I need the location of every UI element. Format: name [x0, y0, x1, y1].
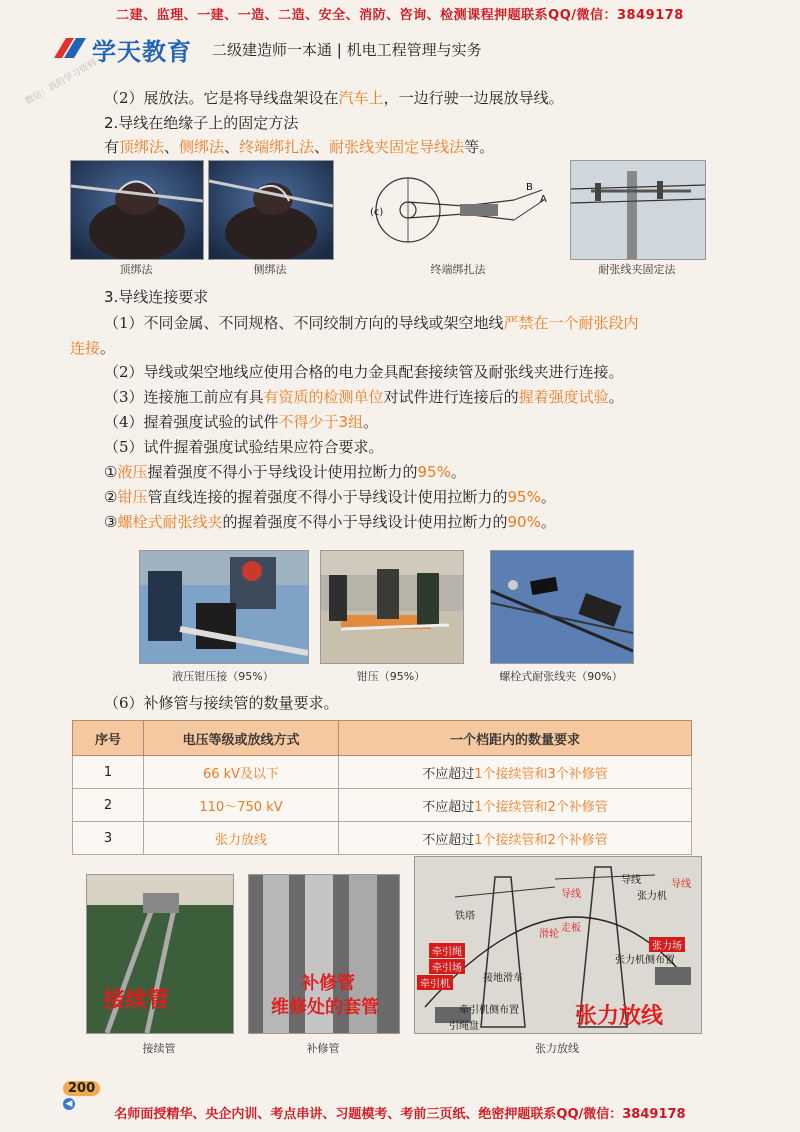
bottom-ad-banner: 名师面授精华、央企内训、考点串讲、习题模考、考前三页纸、绝密押题联系QQ/微信：3849178	[114, 1107, 686, 1122]
highlight: 1个接续管和2个补修管	[474, 799, 608, 815]
text: 、	[224, 138, 240, 156]
side-watermark: 微信：我的学习资料	[23, 58, 99, 108]
caption-bolted-tension-clamp: 螺栓式耐张线夹（90%）	[499, 670, 623, 683]
cell-no: 3	[73, 822, 144, 855]
highlight: 顶绑法	[119, 138, 165, 156]
brand-name: 学天教育	[92, 38, 192, 66]
caption-repair-sleeve: 补修管	[306, 1042, 340, 1055]
text: （4）握着强度试验的试件	[104, 413, 279, 431]
diagram-tension-stringing	[414, 856, 702, 1034]
label-rope-reel: 引绳盘	[449, 1021, 479, 1032]
highlight: 握着强度试验	[518, 388, 609, 406]
label-wire-3: 导线	[671, 879, 691, 890]
text: 。	[540, 488, 556, 506]
table-row	[73, 822, 692, 855]
highlight: 不得少于3组	[278, 413, 364, 431]
text: （1）不同金属、不同规格、不同绞制方向的导线或架空地线	[104, 314, 504, 332]
label-tension-machine: 张力机	[637, 891, 667, 902]
cell-requirement	[339, 822, 692, 855]
table-row	[73, 789, 692, 822]
cell-requirement	[339, 756, 692, 789]
requirement-4	[104, 412, 378, 432]
col-header-no: 序号	[73, 721, 144, 756]
cell-no: 1	[73, 756, 144, 789]
highlight: 95%	[417, 463, 451, 481]
heading-connection-requirements: 3.导线连接要求	[104, 288, 209, 306]
requirement-2: （2）导线或架空地线应使用合格的电力金具配套接续管及耐张线夹进行连接。	[104, 363, 624, 381]
text: 。	[540, 513, 556, 531]
text: 。	[450, 463, 466, 481]
page-header	[52, 30, 752, 66]
highlight: 侧绑法	[179, 138, 225, 156]
requirement-3	[104, 387, 624, 407]
text: 。	[363, 413, 379, 431]
label-ground-pulley: 接地滑车	[483, 973, 523, 984]
photo-label-repair-location: 维修处的套管	[271, 997, 379, 1018]
caption-splice-sleeve: 接续管	[142, 1042, 176, 1055]
label-tension-layout: 张力机侧布置	[615, 955, 675, 966]
paragraph-spread-method	[104, 88, 564, 108]
photo-label-repair-sleeve: 补修管	[301, 973, 355, 994]
highlight: 汽车上	[338, 89, 384, 107]
sleeve-quantity-table	[72, 720, 692, 855]
label-tower: 铁塔	[455, 911, 475, 922]
label-a: A	[540, 194, 547, 205]
table-row	[73, 756, 692, 789]
text: 的握着强度不得小于导线设计使用拉断力的	[222, 513, 508, 531]
requirement-5: （5）试件握着强度试验结果应符合要求。	[104, 438, 384, 456]
cell-mode: 66 kV及以下	[144, 756, 339, 789]
highlight: 1个接续管和3个补修管	[474, 766, 608, 782]
criterion-2	[104, 487, 556, 507]
requirement-1-cont	[70, 338, 115, 358]
table-header-row	[73, 721, 692, 756]
text: 对试件进行连接后的	[383, 388, 519, 406]
page-number	[63, 1081, 115, 1109]
text: 有	[104, 138, 120, 156]
highlight: 耐张线夹固定导线法	[329, 138, 465, 156]
photo-splice-sleeve	[86, 874, 234, 1034]
criterion-3	[104, 512, 556, 532]
text: （3）连接施工前应有具	[104, 388, 264, 406]
highlight: 有资质的检测单位	[263, 388, 384, 406]
highlight: 90%	[507, 513, 541, 531]
text: ③	[104, 513, 118, 531]
label-wire-2: 导线	[621, 875, 641, 886]
cell-mode: 张力放线	[144, 822, 339, 855]
text: 管直线连接的握着强度不得小于导线设计使用拉断力的	[147, 488, 508, 506]
text: ，一边行驶一边展放导线。	[383, 89, 564, 107]
text: 、	[164, 138, 180, 156]
brand-logo-icon	[52, 34, 88, 62]
photo-tension-clamp	[570, 160, 706, 260]
caption-clamp-crimping: 钳压（95%）	[356, 670, 426, 683]
label-c: (c)	[370, 207, 384, 218]
cell-requirement	[339, 789, 692, 822]
highlight: 液压	[117, 463, 148, 481]
text: 不应超过	[422, 799, 475, 815]
label-pull-layout: 牵引机侧布置	[459, 1005, 519, 1016]
caption-tension-clamp: 耐张线夹固定法	[598, 263, 676, 276]
highlight: 钳压	[117, 488, 148, 506]
text: 。	[100, 339, 116, 357]
text: ②	[104, 488, 118, 506]
photo-bolted-tension-clamp	[490, 550, 634, 664]
highlight: 95%	[507, 488, 541, 506]
text: ①	[104, 463, 118, 481]
text: 握着强度不得小于导线设计使用拉断力的	[147, 463, 418, 481]
label-pull-rope: 牵引绳	[429, 943, 465, 958]
criterion-1	[104, 462, 466, 482]
col-header-requirement: 一个档距内的数量要求	[339, 721, 692, 756]
diagram-end-binding	[364, 160, 552, 258]
text: 不应超过	[422, 832, 475, 848]
label-wire-1: 导线	[561, 889, 581, 900]
text: （2）展放法。它是将导线盘架设在	[104, 89, 339, 107]
col-header-mode: 电压等级或放线方式	[144, 721, 339, 756]
caption-hydraulic-crimping: 液压钳压接（95%）	[172, 670, 274, 683]
photo-label-splice-sleeve: 接续管	[103, 988, 170, 1013]
photo-top-binding	[70, 160, 204, 260]
photo-hydraulic-crimping	[139, 550, 309, 664]
caption-tension-stringing: 张力放线	[535, 1042, 579, 1055]
label-pulley: 滑轮	[539, 929, 559, 940]
cell-no: 2	[73, 789, 144, 822]
cell-mode: 110～750 kV	[144, 789, 339, 822]
photo-repair-sleeve	[248, 874, 400, 1034]
label-tension-field: 张力场	[649, 937, 685, 952]
text: 。	[608, 388, 624, 406]
diagram-title: 张力放线	[575, 1004, 664, 1029]
text: 、	[314, 138, 330, 156]
book-title: 二级建造师一本通 | 机电工程管理与实务	[212, 41, 482, 59]
highlight: 1个接续管和2个补修管	[474, 832, 608, 848]
page-arrow-icon: ◀	[63, 1098, 75, 1110]
caption-side-binding: 侧绑法	[253, 263, 287, 276]
paragraph-fixing-methods	[104, 137, 494, 157]
caption-top-binding: 顶绑法	[119, 263, 153, 276]
caption-end-binding: 终端绑扎法	[430, 263, 486, 276]
heading-fixing-methods: 2.导线在绝缘子上的固定方法	[104, 114, 299, 132]
text: 等。	[464, 138, 495, 156]
text: 不应超过	[422, 766, 475, 782]
requirement-6: （6）补修管与接续管的数量要求。	[104, 694, 339, 712]
label-pull-field: 牵引场	[429, 959, 465, 974]
highlight: 连接	[70, 339, 101, 357]
page-number-value: 200	[63, 1081, 100, 1096]
requirement-1	[104, 313, 639, 333]
highlight: 螺栓式耐张线夹	[117, 513, 223, 531]
label-board: 走板	[561, 923, 581, 934]
label-b: B	[526, 182, 533, 193]
photo-side-binding	[208, 160, 334, 260]
photo-clamp-crimping	[320, 550, 464, 664]
top-ad-banner: 二建、监理、一建、一造、二造、安全、消防、咨询、检测课程押题联系QQ/微信：3849178	[116, 8, 684, 23]
label-pull-machine: 牵引机	[417, 975, 453, 990]
highlight: 严禁在一个耐张段内	[503, 314, 639, 332]
highlight: 终端绑扎法	[239, 138, 315, 156]
